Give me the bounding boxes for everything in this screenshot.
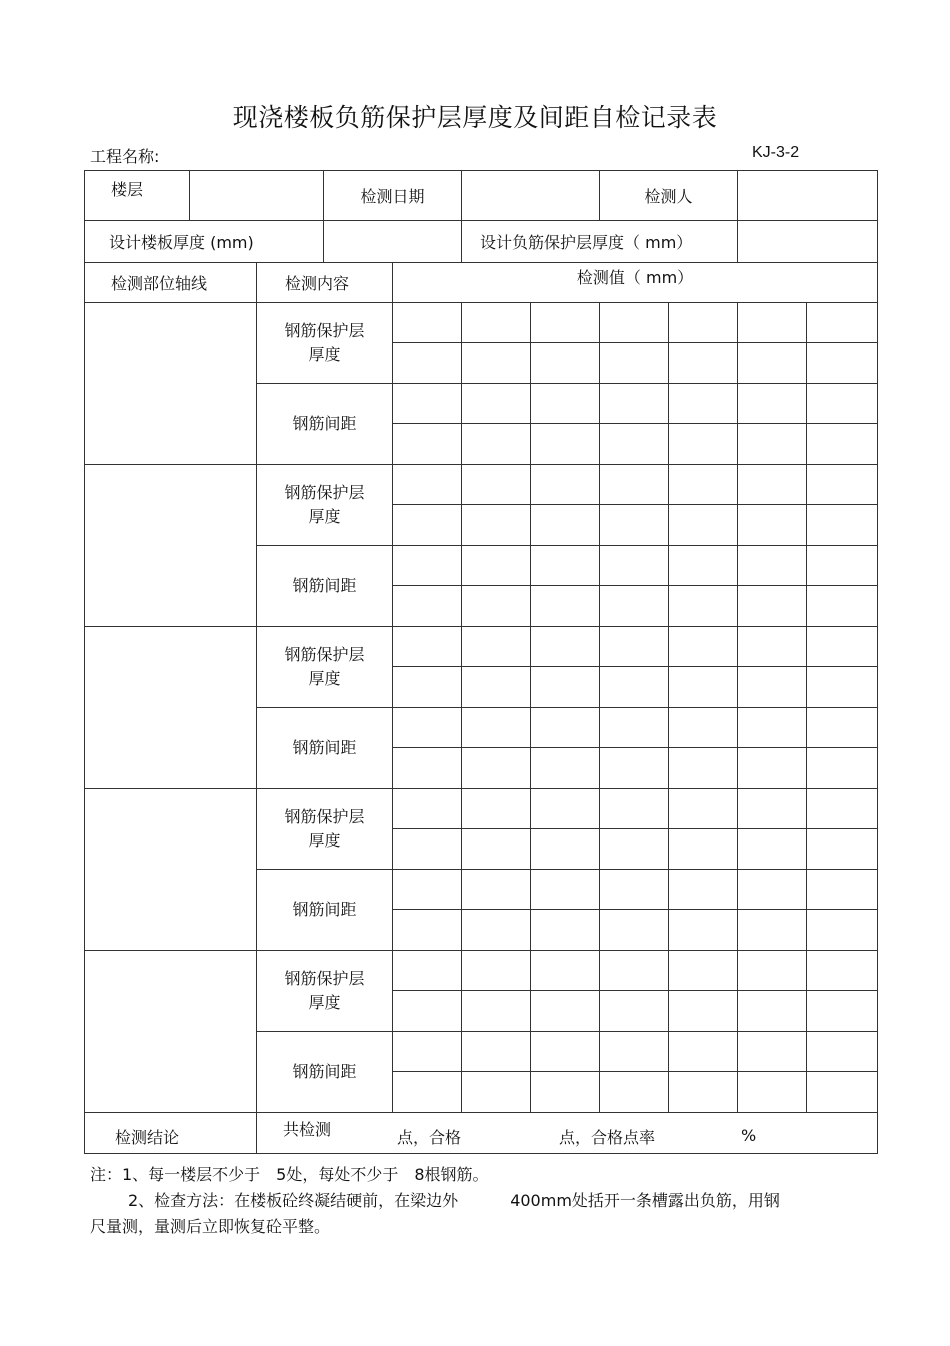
value-cell[interactable] [807, 667, 878, 708]
value-cell[interactable] [600, 991, 669, 1032]
value-cell[interactable] [738, 951, 807, 991]
value-cell[interactable] [462, 424, 531, 465]
value-cell[interactable] [807, 546, 878, 586]
value-cell[interactable] [462, 708, 531, 748]
cover-label-line1: 钢筋保护层 [284, 321, 365, 340]
value-cell[interactable] [531, 424, 600, 465]
value-cell[interactable] [462, 546, 531, 586]
value-cell[interactable] [807, 505, 878, 546]
value-cell[interactable] [807, 748, 878, 789]
value-cell[interactable] [669, 708, 738, 748]
value-cell[interactable] [600, 910, 669, 951]
floor-label: 楼层 [85, 171, 190, 221]
value-cell[interactable] [600, 384, 669, 424]
value-cell[interactable] [462, 910, 531, 951]
value-cell[interactable] [807, 424, 878, 465]
value-cell[interactable] [738, 505, 807, 546]
value-cell[interactable] [738, 627, 807, 667]
value-cell[interactable] [462, 1032, 531, 1072]
value-cell[interactable] [531, 789, 600, 829]
value-cell[interactable] [669, 465, 738, 505]
value-cell[interactable] [807, 829, 878, 870]
value-cell[interactable] [393, 627, 462, 667]
position-cell[interactable] [85, 951, 257, 1113]
conclusion-rate: 点，合格点率 [559, 1128, 656, 1147]
value-cell[interactable] [600, 708, 669, 748]
value-cell[interactable] [600, 505, 669, 546]
value-cell[interactable] [462, 586, 531, 627]
value-cell[interactable] [669, 870, 738, 910]
value-cell[interactable] [393, 303, 462, 343]
value-cell[interactable] [531, 870, 600, 910]
value-cell[interactable] [807, 303, 878, 343]
date-value[interactable] [462, 171, 600, 221]
value-cell[interactable] [807, 1072, 878, 1113]
value-cell[interactable] [669, 748, 738, 789]
value-cell[interactable] [600, 829, 669, 870]
value-cell[interactable] [531, 708, 600, 748]
value-cell[interactable] [462, 343, 531, 384]
note-3: 尺量测，量测后立即恢复砼平整。 [90, 1217, 331, 1236]
value-cell[interactable] [531, 991, 600, 1032]
value-cell[interactable] [600, 1072, 669, 1113]
value-cell[interactable] [669, 667, 738, 708]
spacing-row-label: 钢筋间距 [257, 384, 393, 465]
value-cell[interactable] [393, 505, 462, 546]
value-cell[interactable] [807, 586, 878, 627]
value-cell[interactable] [738, 789, 807, 829]
value-cell[interactable] [807, 991, 878, 1032]
value-cell[interactable] [600, 424, 669, 465]
value-cell[interactable] [807, 708, 878, 748]
value-cell[interactable] [393, 667, 462, 708]
cover-label-line2: 厚度 [308, 831, 341, 850]
value-cell[interactable] [669, 586, 738, 627]
value-cell[interactable] [738, 586, 807, 627]
value-cell[interactable] [738, 829, 807, 870]
cover-label-line2: 厚度 [308, 345, 341, 364]
value-cell[interactable] [531, 546, 600, 586]
value-cell[interactable] [462, 829, 531, 870]
value-cell[interactable] [738, 343, 807, 384]
value-cell[interactable] [600, 546, 669, 586]
value-cell[interactable] [807, 789, 878, 829]
inspection-table [84, 170, 878, 1154]
value-cell[interactable] [462, 465, 531, 505]
value-cell[interactable] [393, 1072, 462, 1113]
value-cell[interactable] [669, 1032, 738, 1072]
note-1: 注：1、每一楼层不少于 5处，每处不少于 8根钢筋。 [90, 1165, 489, 1184]
conclusion-points: 点，合格 [397, 1128, 462, 1147]
value-cell[interactable] [393, 1032, 462, 1072]
slab-thickness-label: 设计楼板厚度 (mm) [85, 221, 324, 263]
inspector-label: 检测人 [600, 171, 738, 221]
value-cell[interactable] [600, 343, 669, 384]
value-cell[interactable] [393, 991, 462, 1032]
value-cell[interactable] [531, 586, 600, 627]
value-cell[interactable] [669, 424, 738, 465]
value-cell[interactable] [531, 910, 600, 951]
position-header: 检测部位轴线 [85, 263, 257, 303]
position-cell[interactable] [85, 465, 257, 627]
value-cell[interactable] [738, 465, 807, 505]
cover-thickness-row-label [257, 465, 393, 546]
value-cell[interactable] [393, 870, 462, 910]
value-cell[interactable] [669, 829, 738, 870]
value-cell[interactable] [393, 465, 462, 505]
value-cell[interactable] [669, 505, 738, 546]
page-title: 现浇楼板负筋保护层厚度及间距自检记录表 [232, 103, 718, 132]
value-cell[interactable] [393, 748, 462, 789]
conclusion-label: 检测结论 [85, 1113, 257, 1154]
project-name-label: 工程名称: [90, 147, 160, 166]
value-cell[interactable] [600, 667, 669, 708]
cover-thickness-row-label [257, 303, 393, 384]
value-cell[interactable] [531, 384, 600, 424]
value-cell[interactable] [531, 951, 600, 991]
value-cell[interactable] [393, 546, 462, 586]
cover-label-line1: 钢筋保护层 [284, 807, 365, 826]
value-cell[interactable] [531, 667, 600, 708]
value-cell[interactable] [393, 586, 462, 627]
value-cell[interactable] [600, 465, 669, 505]
value-cell[interactable] [600, 789, 669, 829]
value-cell[interactable] [807, 627, 878, 667]
cover-thickness-row-label [257, 789, 393, 870]
value-cell[interactable] [462, 667, 531, 708]
value-cell[interactable] [738, 910, 807, 951]
conclusion-content[interactable] [257, 1113, 878, 1154]
value-cell[interactable] [600, 1032, 669, 1072]
value-cell[interactable] [738, 384, 807, 424]
note-2-part-b: 400mm处括开一条槽露出负筋，用钢 [510, 1191, 780, 1210]
value-cell[interactable] [462, 1072, 531, 1113]
value-cell[interactable] [531, 748, 600, 789]
note-2-part-a: 2、检查方法：在楼板砼终凝结硬前，在梁边外 [128, 1191, 459, 1210]
value-cell[interactable] [600, 748, 669, 789]
value-cell[interactable] [738, 1032, 807, 1072]
value-cell[interactable] [807, 465, 878, 505]
value-cell[interactable] [669, 951, 738, 991]
value-cell[interactable] [807, 910, 878, 951]
form-code: KJ-3-2 [752, 144, 800, 161]
note-2 [90, 1188, 780, 1214]
value-cell[interactable] [462, 870, 531, 910]
value-cell[interactable] [462, 303, 531, 343]
spacing-row-label: 钢筋间距 [257, 546, 393, 627]
position-cell[interactable] [85, 303, 257, 465]
value-cell[interactable] [531, 465, 600, 505]
position-cell[interactable] [85, 789, 257, 951]
value-cell[interactable] [669, 627, 738, 667]
slab-thickness-value[interactable] [324, 221, 462, 263]
value-cell[interactable] [531, 505, 600, 546]
value-cell[interactable] [600, 586, 669, 627]
cover-label-line2: 厚度 [308, 993, 341, 1012]
value-cell[interactable] [807, 1032, 878, 1072]
value-cell[interactable] [669, 546, 738, 586]
value-cell[interactable] [393, 424, 462, 465]
value-cell[interactable] [738, 1072, 807, 1113]
value-cell[interactable] [669, 789, 738, 829]
value-cell[interactable] [462, 384, 531, 424]
value-cell[interactable] [393, 708, 462, 748]
value-cell[interactable] [462, 748, 531, 789]
position-cell[interactable] [85, 627, 257, 789]
value-cell[interactable] [531, 627, 600, 667]
value-cell[interactable] [393, 951, 462, 991]
value-cell[interactable] [669, 1072, 738, 1113]
value-cell[interactable] [738, 303, 807, 343]
value-cell[interactable] [462, 505, 531, 546]
value-cell[interactable] [393, 384, 462, 424]
value-cell[interactable] [462, 951, 531, 991]
value-cell[interactable] [600, 951, 669, 991]
spacing-row-label: 钢筋间距 [257, 870, 393, 951]
value-cell[interactable] [531, 1032, 600, 1072]
spacing-row-label: 钢筋间距 [257, 708, 393, 789]
cover-label-line2: 厚度 [308, 507, 341, 526]
value-cell[interactable] [669, 910, 738, 951]
value-cell[interactable] [600, 303, 669, 343]
cover-thickness-value[interactable] [738, 221, 878, 263]
value-cell[interactable] [807, 870, 878, 910]
cover-label-line1: 钢筋保护层 [284, 483, 365, 502]
value-cell[interactable] [669, 343, 738, 384]
value-cell[interactable] [393, 910, 462, 951]
spacing-row-label: 钢筋间距 [257, 1032, 393, 1113]
cover-label-line2: 厚度 [308, 669, 341, 688]
value-cell[interactable] [600, 870, 669, 910]
floor-value[interactable] [190, 171, 324, 221]
value-cell[interactable] [393, 829, 462, 870]
content-header: 检测内容 [257, 263, 393, 303]
value-cell[interactable] [738, 424, 807, 465]
value-cell[interactable] [669, 384, 738, 424]
value-cell[interactable] [462, 789, 531, 829]
cover-thickness-row-label [257, 627, 393, 708]
value-cell[interactable] [807, 343, 878, 384]
cover-label-line1: 钢筋保护层 [284, 969, 365, 988]
cover-thickness-label: 设计负筋保护层厚度（ mm） [462, 221, 738, 263]
value-cell[interactable] [393, 343, 462, 384]
value-cell[interactable] [462, 991, 531, 1032]
value-cell[interactable] [738, 991, 807, 1032]
value-cell[interactable] [738, 870, 807, 910]
date-label: 检测日期 [324, 171, 462, 221]
value-cell[interactable] [600, 627, 669, 667]
cover-label-line1: 钢筋保护层 [284, 645, 365, 664]
value-cell[interactable] [807, 951, 878, 991]
value-cell[interactable] [393, 789, 462, 829]
value-cell[interactable] [669, 991, 738, 1032]
value-cell[interactable] [462, 627, 531, 667]
values-header: 检测值（ mm） [393, 263, 878, 303]
value-cell[interactable] [738, 708, 807, 748]
value-cell[interactable] [738, 546, 807, 586]
inspector-value[interactable] [738, 171, 878, 221]
value-cell[interactable] [531, 829, 600, 870]
value-cell[interactable] [531, 1072, 600, 1113]
cover-thickness-row-label [257, 951, 393, 1032]
conclusion-total: 共检测 [283, 1120, 332, 1139]
conclusion-percent: % [741, 1126, 757, 1145]
value-cell[interactable] [531, 343, 600, 384]
value-cell[interactable] [531, 303, 600, 343]
notes [90, 1162, 780, 1240]
value-cell[interactable] [669, 303, 738, 343]
value-cell[interactable] [738, 667, 807, 708]
value-cell[interactable] [738, 748, 807, 789]
value-cell[interactable] [807, 384, 878, 424]
